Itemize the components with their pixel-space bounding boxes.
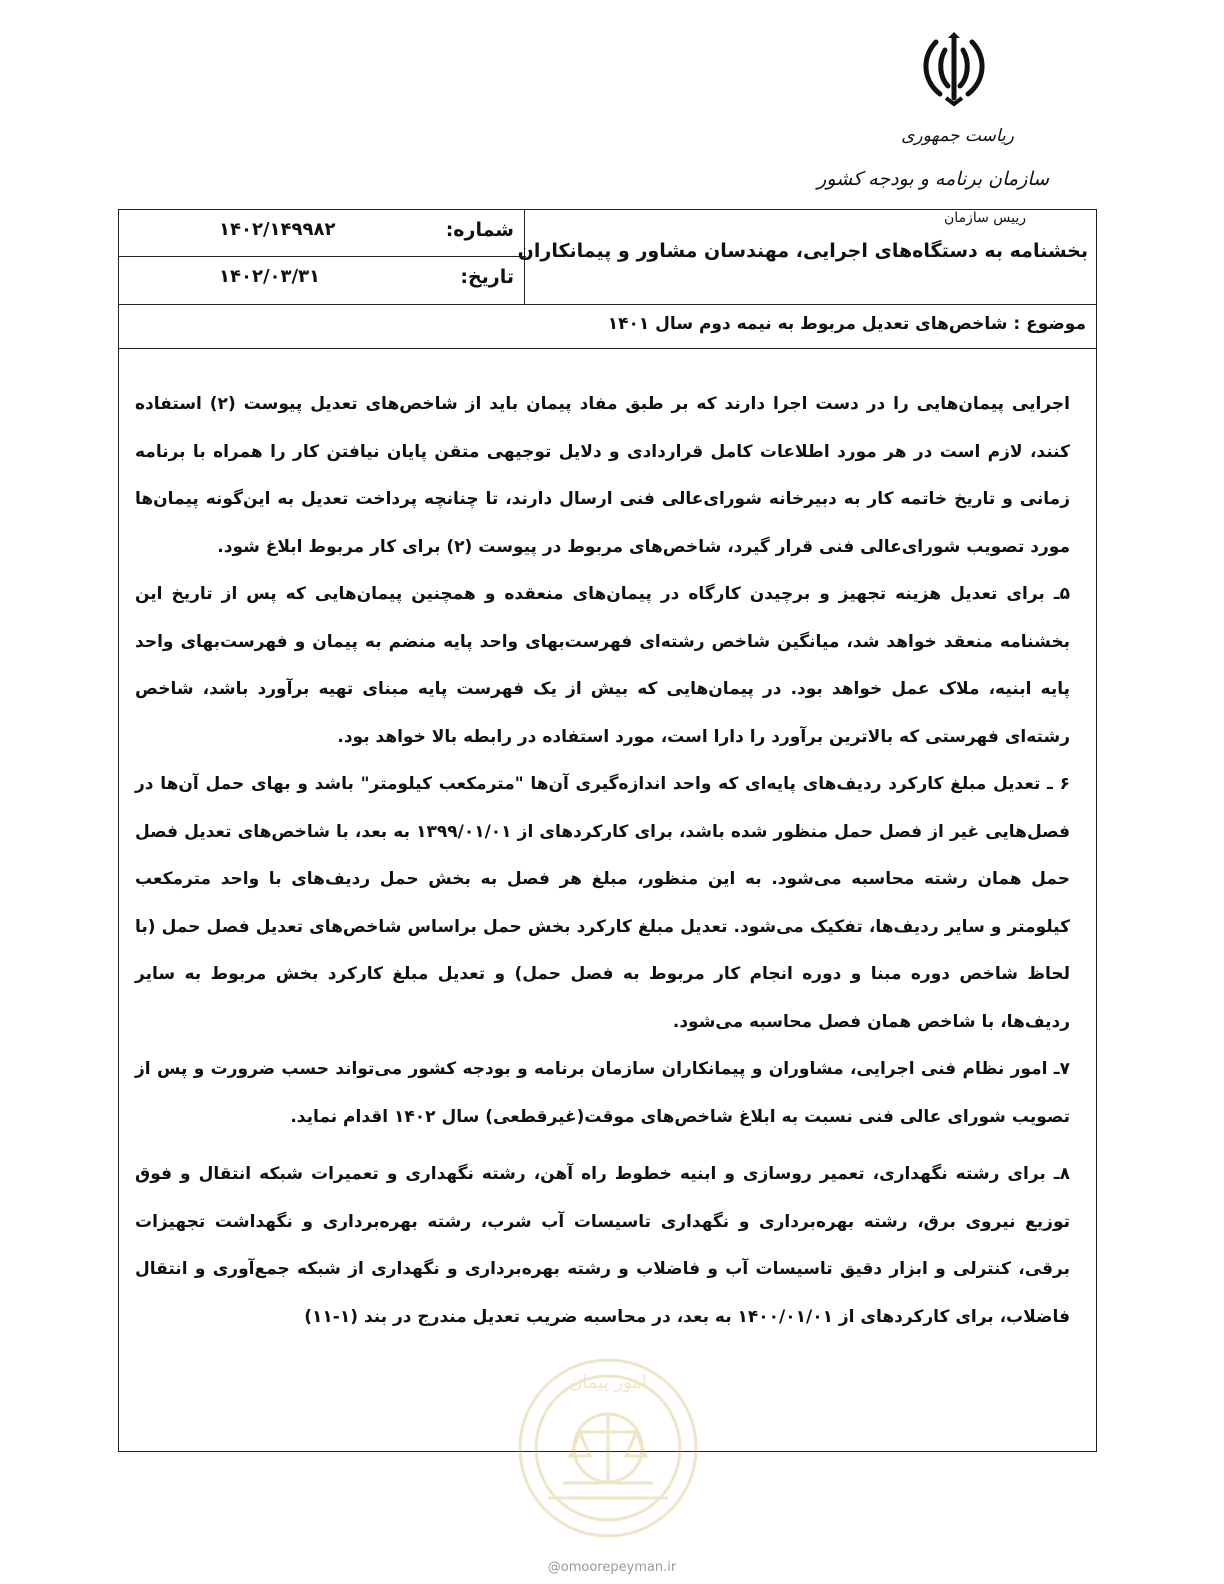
presidency-label: ریاست جمهوری: [901, 126, 1014, 146]
paragraph-continuation: اجرایی پیمان‌هایی را در دست اجرا دارند که بر طبق مفاد پیمان باید از شاخص‌های تعدیل پیوست (۲) استفاده کنند، لازم است در هر مورد اطلاعات کامل قراردادی و دلایل توجیهی متقن پایان نیافتن کار را همراه با برنامه زمانی و تاریخ خاتمه کار به دبیرخانه شورای‌عالی فنی ارسال دارند، تا چنانچه پرداخت تعدیل به این‌گونه پیمان‌ها مورد تصویب شورای‌عالی فنی قرار گیرد، شاخص‌های مربوط در پیوست (۲) برای کار مربوط ابلاغ شود.: [135, 394, 1070, 557]
paragraph-clause-8: ۸ـ برای رشته نگهداری، تعمیر روسازی و ابنیه خطوط راه آهن، رشته نگهداری و تعمیرات شبکه انتقال و فوق توزیع نیروی برق، رشته بهره‌برداری و نگهداری تاسیسات آب شرب، رشته بهره‌برداری و نگهداشت تجهیزات برقی، کنترلی و ابزار دقیق تاسیسات آب و فاضلاب و رشته بهره‌برداری و نگهداری از شبکه جمع‌آوری و انتقال فاضلاب، برای کارکردهای از ۱۴۰۰/۰۱/۰۱ به بعد، در محاسبه ضریب تعدیل مندرج در بند (۱-۱۱): [135, 1164, 1070, 1327]
circular-title: بخشنامه به دستگاه‌های اجرایی، مهندسان مشاور و پیمانکاران: [517, 240, 1088, 262]
circular-title-cell: [517, 210, 1096, 304]
number-row: [119, 210, 526, 257]
subject-line: موضوع : شاخص‌های تعدیل مربوط به نیمه دوم سال ۱۴۰۱: [607, 314, 1086, 334]
subject-row: [119, 304, 1096, 349]
organization-name: سازمان برنامه و بودجه کشور: [817, 168, 1049, 190]
document-body: [135, 381, 1070, 1341]
iran-emblem-icon: [914, 28, 994, 108]
date-label: تاریخ:: [460, 266, 514, 288]
paragraph-clause-5: ۵ـ برای تعدیل هزینه تجهیز و برچیدن کارگاه در پیمان‌های منعقده و همچنین پیمان‌هایی که پس از تاریخ این بخشنامه منعقد خواهد شد، میانگین شاخص رشته‌ای فهرست‌بهای واحد پایه منضم به پیمان و فهرست‌بهای واحد پایه ابنیه، ملاک عمل خواهد بود. در پیمان‌هایی که بیش از یک فهرست پایه مبنای تهیه برآورد باشد، شاخص رشته‌ای فهرستی که بالاترین برآورد را دارا است، مورد استفاده در رابطه بالا خواهد بود.: [135, 584, 1070, 747]
gear-scales-seal-icon: [508, 1348, 708, 1548]
reference-cell: [119, 210, 526, 304]
seal-text: امور پیمان: [569, 1372, 647, 1393]
document-frame: [118, 209, 1097, 1452]
number-value: ۱۴۰۲/۱۴۹۹۸۲: [219, 219, 336, 240]
number-label: شماره:: [445, 219, 514, 241]
date-value: ۱۴۰۲/۰۳/۳۱: [219, 266, 321, 287]
paragraph-clause-7: ۷ـ امور نظام فنی اجرایی، مشاوران و پیمانکاران سازمان برنامه و بودجه کشور می‌تواند حسب ضرورت و پس از تصویب شورای عالی فنی نسبت به ابلاغ شاخص‌های موقت(غیرقطعی) سال ۱۴۰۲ اقدام نماید.: [135, 1059, 1070, 1127]
letterhead: [817, 28, 1049, 226]
footer-url: @omoorepeyman.ir: [547, 1560, 677, 1575]
paragraph-clause-6: ۶ ـ تعدیل مبلغ کارکرد ردیف‌های پایه‌ای که واحد اندازه‌گیری آن‌ها "مترمکعب کیلومتر" باشد و بهای حمل آن‌ها در فصل‌هایی غیر از فصل حمل منظور شده باشد، برای کارکردهای از ۱۳۹۹/۰۱/۰۱ به بعد، با شاخص‌های تعدیل فصل حمل همان رشته محاسبه می‌شود. به این منظور، مبلغ هر فصل به بخش حمل ردیف‌های با واحد مترمکعب کیلومتر و سایر ردیف‌ها، تفکیک می‌شود. تعدیل مبلغ کارکرد بخش حمل براساس شاخص‌های تعدیل فصل حمل (با لحاظ شاخص دوره مبنا و دوره انجام کار مربوط به فصل حمل) و تعدیل مبلغ کارکرد بخش مربوط به سایر ردیف‌ها، با شاخص همان فصل محاسبه می‌شود.: [135, 774, 1071, 1032]
head-of-organization-label: رییس سازمان: [944, 210, 1026, 226]
date-row: [119, 257, 526, 304]
